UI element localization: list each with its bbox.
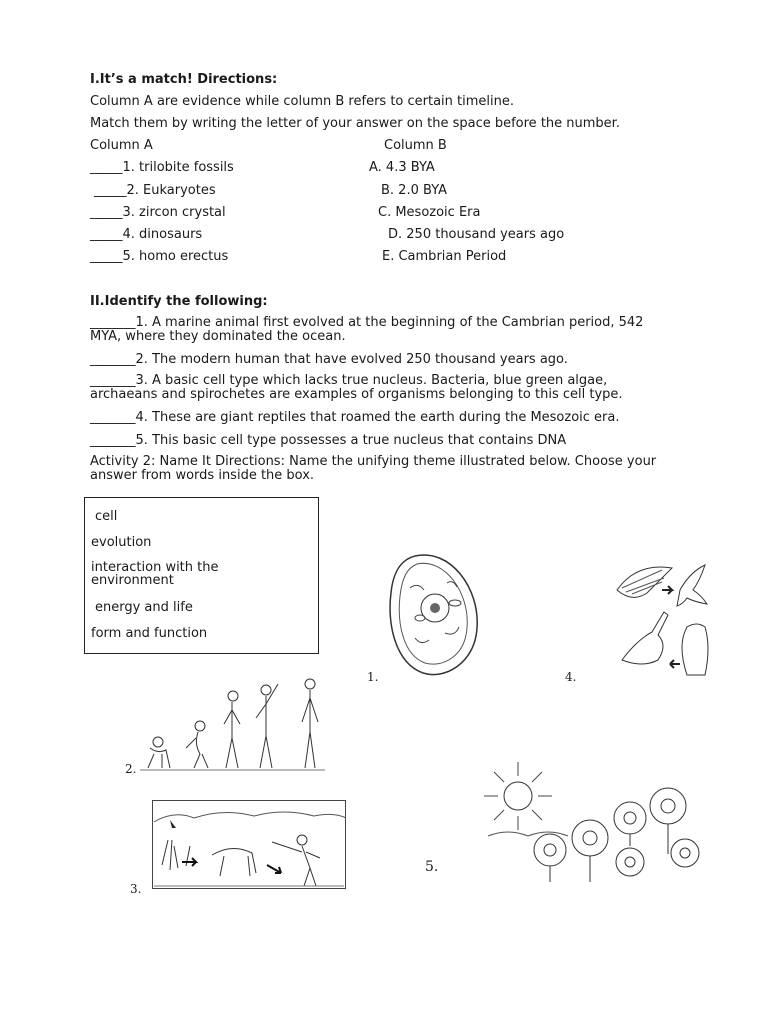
choice-item: evolution	[91, 535, 152, 550]
column-b-item: E. Cambrian Period	[382, 249, 507, 264]
form-function-illustration	[612, 560, 722, 695]
figure-label-3: 3.	[130, 882, 142, 896]
evolution-illustration	[140, 676, 330, 774]
choice-item: cell	[95, 509, 118, 524]
column-a-item: _____1. trilobite fossils	[90, 160, 234, 175]
column-b-header: Column B	[384, 138, 447, 153]
figure-label-4: 4.	[565, 670, 577, 684]
column-b-item: A. 4.3 BYA	[369, 160, 435, 175]
part1-line1: Column A are evidence while column B refers to certain timeline.	[90, 94, 514, 109]
column-a-item: _____5. homo erectus	[90, 249, 229, 264]
part1-line2: Match them by writing the letter of your answer on the space before the number.	[90, 116, 620, 131]
identify-item: _______2. The modern human that have evolved 250 thousand years ago.	[90, 352, 568, 367]
choice-item: energy and life	[95, 600, 193, 615]
cell-illustration	[385, 548, 485, 683]
figure-label-1: 1.	[367, 670, 379, 684]
identify-item: _______5. This basic cell type possesses a true nucleus that contains DNA	[90, 433, 567, 448]
figure-label-5: 5.	[425, 859, 439, 875]
choice-box	[84, 497, 319, 654]
figure-label-2: 2.	[125, 762, 137, 776]
identify-item: _______1. A marine animal first evolved at the beginning of the Cambrian period, 542 MYA, where they dominated the ocean.	[90, 315, 644, 344]
column-a-item: _____4. dinosaurs	[90, 227, 203, 242]
column-b-item: B. 2.0 BYA	[381, 183, 448, 198]
activity2-instructions: Activity 2: Name It Directions: Name the unifying theme illustrated below. Choose your answer from words inside the box.	[90, 454, 657, 483]
environment-illustration	[152, 800, 347, 890]
identify-item: _______3. A basic cell type which lacks true nucleus. Bacteria, blue green algae, archaeans and spirochetes are examples of organisms belonging to this cell type.	[90, 373, 623, 402]
choice-item: form and function	[91, 626, 208, 641]
column-a-item: _____2. Eukaryotes	[94, 183, 216, 198]
column-a-header: Column A	[90, 138, 153, 153]
part2-title: II.Identify the following:	[90, 294, 268, 309]
part1-title: I.It’s a match! Directions:	[90, 72, 278, 87]
column-b-item: D. 250 thousand years ago	[388, 227, 565, 242]
choice-item: interaction with the environment	[91, 560, 219, 588]
identify-item: _______4. These are giant reptiles that roamed the earth during the Mesozoic era.	[90, 410, 620, 425]
energy-life-illustration	[480, 758, 715, 883]
column-a-item: _____3. zircon crystal	[90, 205, 226, 220]
column-b-item: C. Mesozoic Era	[378, 205, 481, 220]
